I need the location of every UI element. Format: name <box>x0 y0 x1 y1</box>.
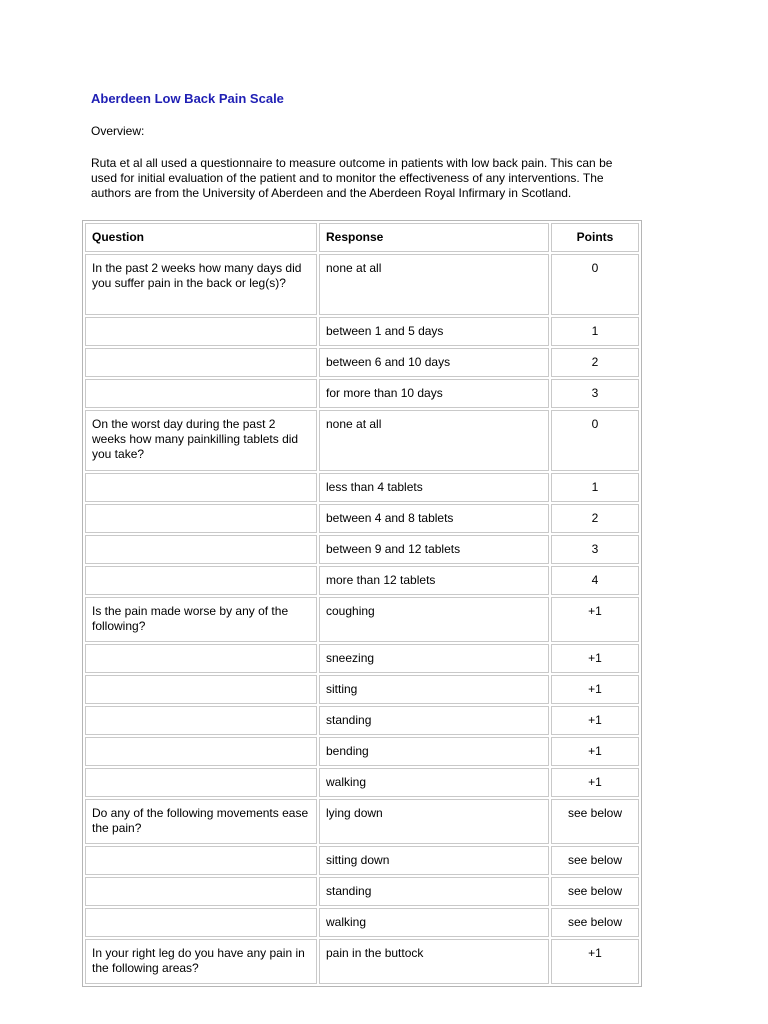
table-row <box>85 675 639 704</box>
page-title: Aberdeen Low Back Pain Scale <box>91 91 284 106</box>
table-row <box>85 737 639 766</box>
points-cell: 3 <box>551 379 639 408</box>
table-row <box>85 706 639 735</box>
column-header-question: Question <box>85 223 317 252</box>
table-row <box>85 410 639 471</box>
question-cell <box>85 675 317 704</box>
question-cell <box>85 317 317 346</box>
points-cell: see below <box>551 799 639 844</box>
response-cell: pain in the buttock <box>319 939 549 984</box>
question-cell: On the worst day during the past 2 weeks how many painkilling tablets did you take? <box>85 410 317 471</box>
scale-table <box>82 220 642 987</box>
table-row <box>85 473 639 502</box>
points-cell: +1 <box>551 644 639 673</box>
points-cell: 2 <box>551 504 639 533</box>
table-row <box>85 846 639 875</box>
table-row <box>85 566 639 595</box>
points-cell: 1 <box>551 473 639 502</box>
response-cell: between 6 and 10 days <box>319 348 549 377</box>
points-cell: +1 <box>551 768 639 797</box>
table-row <box>85 908 639 937</box>
table-row <box>85 877 639 906</box>
intro-paragraph <box>91 156 671 201</box>
response-cell: between 9 and 12 tablets <box>319 535 549 564</box>
points-cell: 0 <box>551 410 639 471</box>
column-header-response: Response <box>319 223 549 252</box>
points-cell: 1 <box>551 317 639 346</box>
response-cell: coughing <box>319 597 549 642</box>
intro-line: authors are from the University of Aberdeen and the Aberdeen Royal Infirmary in Scotland. <box>91 186 572 200</box>
points-cell: 0 <box>551 254 639 315</box>
response-cell: none at all <box>319 410 549 471</box>
table-header-row <box>85 223 639 252</box>
question-cell <box>85 908 317 937</box>
question-cell <box>85 737 317 766</box>
response-cell: between 4 and 8 tablets <box>319 504 549 533</box>
intro-line: used for initial evaluation of the patient and to monitor the effectiveness of any interventions. The <box>91 171 604 185</box>
response-cell: standing <box>319 706 549 735</box>
response-cell: sitting down <box>319 846 549 875</box>
points-cell: 3 <box>551 535 639 564</box>
question-cell <box>85 379 317 408</box>
column-header-points: Points <box>551 223 639 252</box>
points-cell: +1 <box>551 939 639 984</box>
question-cell: In your right leg do you have any pain in the following areas? <box>85 939 317 984</box>
response-cell: walking <box>319 768 549 797</box>
response-cell: for more than 10 days <box>319 379 549 408</box>
table-row <box>85 348 639 377</box>
table-row <box>85 644 639 673</box>
points-cell: +1 <box>551 737 639 766</box>
table-row <box>85 939 639 984</box>
response-cell: more than 12 tablets <box>319 566 549 595</box>
points-cell: see below <box>551 846 639 875</box>
table-row <box>85 379 639 408</box>
table-row <box>85 799 639 844</box>
question-cell <box>85 566 317 595</box>
intro-line: Ruta et al all used a questionnaire to measure outcome in patients with low back pain. This can be <box>91 156 613 170</box>
table-row <box>85 504 639 533</box>
question-cell <box>85 504 317 533</box>
response-cell: sitting <box>319 675 549 704</box>
response-cell: bending <box>319 737 549 766</box>
question-cell <box>85 846 317 875</box>
response-cell: between 1 and 5 days <box>319 317 549 346</box>
question-cell <box>85 348 317 377</box>
table-row <box>85 768 639 797</box>
points-cell: +1 <box>551 675 639 704</box>
response-cell: none at all <box>319 254 549 315</box>
question-cell <box>85 877 317 906</box>
overview-label: Overview: <box>91 124 145 138</box>
question-cell <box>85 706 317 735</box>
points-cell: 2 <box>551 348 639 377</box>
table-row <box>85 317 639 346</box>
points-cell: see below <box>551 908 639 937</box>
response-cell: lying down <box>319 799 549 844</box>
question-cell <box>85 535 317 564</box>
question-cell <box>85 473 317 502</box>
question-cell: Is the pain made worse by any of the following? <box>85 597 317 642</box>
response-cell: walking <box>319 908 549 937</box>
response-cell: sneezing <box>319 644 549 673</box>
points-cell: +1 <box>551 706 639 735</box>
question-cell <box>85 768 317 797</box>
response-cell: less than 4 tablets <box>319 473 549 502</box>
points-cell: 4 <box>551 566 639 595</box>
response-cell: standing <box>319 877 549 906</box>
table-row <box>85 597 639 642</box>
question-cell: In the past 2 weeks how many days did you suffer pain in the back or leg(s)? <box>85 254 317 315</box>
points-cell: +1 <box>551 597 639 642</box>
table-row <box>85 535 639 564</box>
question-cell: Do any of the following movements ease the pain? <box>85 799 317 844</box>
points-cell: see below <box>551 877 639 906</box>
table-row <box>85 254 639 315</box>
question-cell <box>85 644 317 673</box>
